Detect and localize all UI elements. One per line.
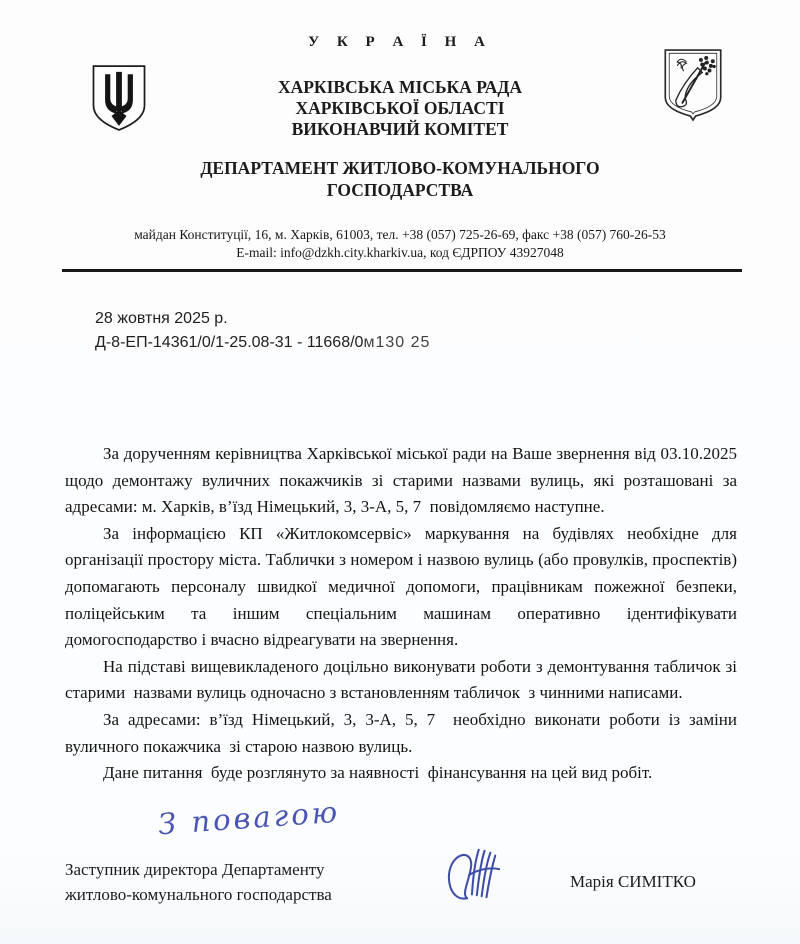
letter-reference — [95, 331, 800, 355]
reference-number: Д-8-ЕП-14361/0/1-25.08-31 - 11668/0 — [95, 334, 364, 351]
paragraph-3: На підставі вищевикладеного доцільно виконувати роботи з демонтування табличок зі старими назвами вулиць одночасно з встановленням табличок з чинними написами. — [65, 656, 742, 703]
paragraph-2: За інформацією КП «Житлокомсервіс» маркування на будівлях необхідне для організації простору міста. Таблички з номером і назвою вулиць (або провулків, проспектів) допомагають персоналу швидкої медичної допомоги, працівникам пожежної безпеки, поліцейським та іншим спеціальним машинам оперативно ідентифікувати домогосподарство і вчасно відреагувати на звернення. — [65, 523, 750, 650]
department-name — [0, 157, 800, 201]
department-line-2: ГОСПОДАРСТВА — [326, 180, 474, 200]
paragraph-1: За дорученням керівництва Харківської міської ради на Ваше звернення від 03.10.2025 щодо демонтажу вуличних покажчиків зі старими назвами вулиць, які розташовані за адресами: м. Харків, в’їзд Німецький, 3, 3-А, 5, 7 повідомляємо наступне. — [65, 444, 742, 517]
signature-ink-icon — [440, 841, 502, 912]
signer-name: Марія СИМІТКО — [570, 872, 696, 892]
closing-text: З повагою — [157, 794, 342, 842]
letterhead — [0, 0, 800, 272]
reference-erased-fragment: м130 25 — [363, 334, 431, 351]
letter-body — [65, 441, 750, 787]
country-title: У К Р А Ї Н А — [308, 34, 492, 50]
signer-position-line-2: житлово-комунального господарства — [65, 885, 332, 905]
signer-position — [65, 857, 395, 907]
address-line: майдан Конституції, 16, м. Харків, 61003, тел. +38 (057) 725-26-69, факс +38 (057) 760-26-53 — [134, 227, 666, 242]
divider-rule — [62, 269, 742, 272]
signature-row — [65, 853, 737, 912]
council-line-3: ВИКОНАВЧИЙ КОМІТЕТ — [291, 119, 509, 139]
paragraph-4: За адресами: в’їзд Німецький, 3, 3-А, 5, 7 необхідно виконати роботи із заміни вуличного покажчика зі старою назвою вулиць. — [65, 709, 742, 756]
meta-block — [95, 307, 800, 355]
email-line: E-mail: info@dzkh.city.kharkiv.ua, код ЄДРПОУ 43927048 — [236, 245, 564, 260]
kharkiv-coat-of-arms-icon — [660, 44, 726, 131]
signer-position-line-1: Заступник директора Департаменту — [65, 860, 325, 880]
tryzub-emblem-icon — [90, 56, 148, 145]
council-line-1: ХАРКІВСЬКА МІСЬКА РАДА — [277, 77, 523, 97]
paragraph-5: Дане питання буде розглянуто за наявності фінансування на цей вид робіт. — [103, 763, 653, 783]
council-line-2: ХАРКІВСЬКОЇ ОБЛАСТІ — [295, 98, 505, 118]
contact-block — [0, 226, 800, 262]
department-line-1: ДЕПАРТАМЕНТ ЖИТЛОВО-КОМУНАЛЬНОГО — [200, 158, 600, 178]
letter-date: 28 жовтня 2025 р. — [95, 310, 228, 327]
